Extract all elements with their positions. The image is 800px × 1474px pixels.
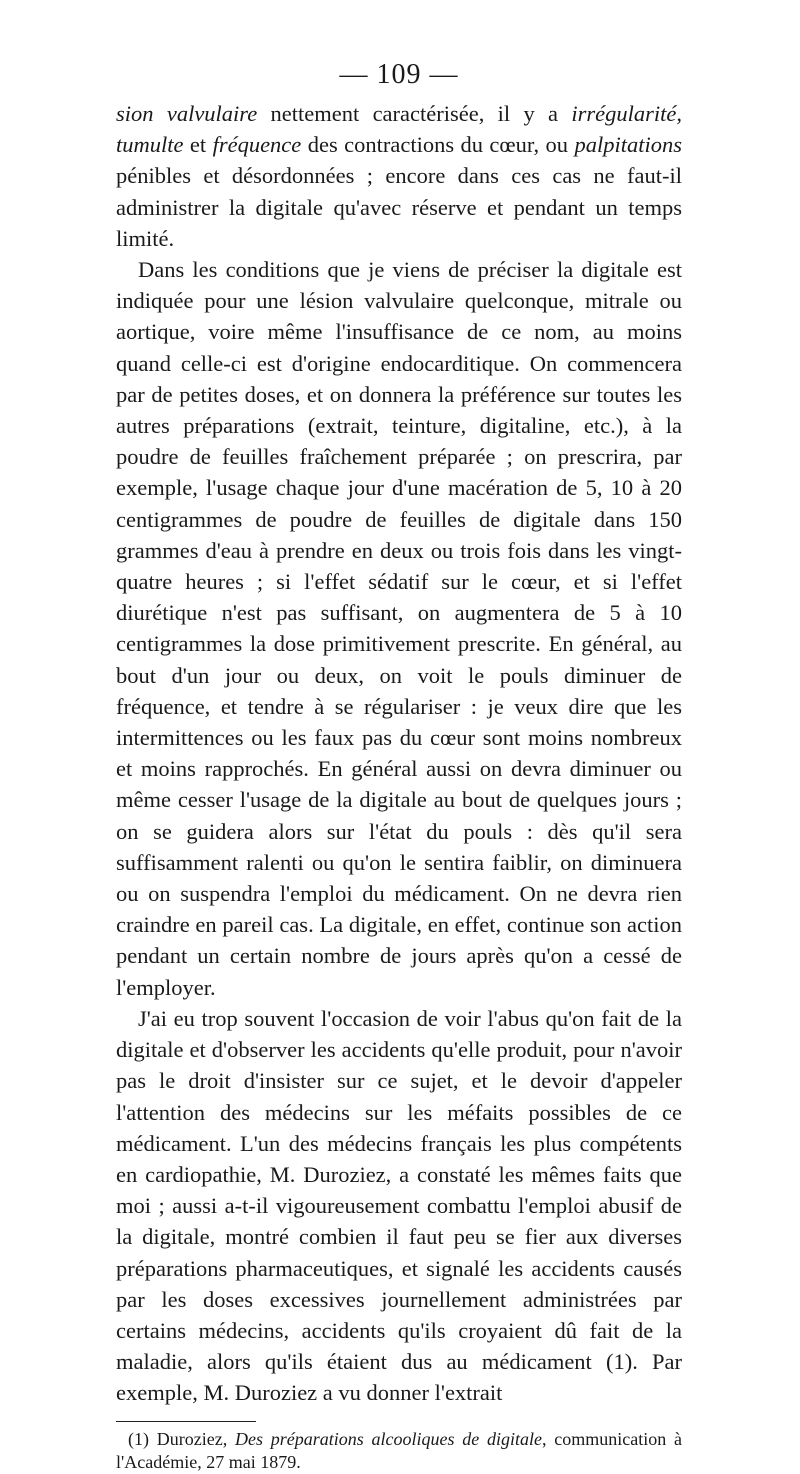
text-run: pénibles et désordonnées ; encore dans ces cas ne faut-il administrer la digitale qu'avec réserve et pendant un temps limité. bbox=[116, 163, 682, 251]
text-run: et bbox=[183, 132, 213, 158]
footnote-paragraph-1 bbox=[116, 1428, 682, 1474]
body-text bbox=[116, 98, 682, 1409]
italic-text: Des préparations alcooliques de digitale bbox=[234, 1428, 543, 1449]
text-run: Dans les conditions que je viens de préciser la digitale est indiquée pour une lésion valvulaire quelconque, mitrale ou aortique, voire même l'insuffisance de ce nom, au moins quand celle-ci est d'origine endocarditique. On commencera par de petites doses, et on donnera la préférence sur toutes les autres préparations (extrait, teinture, digitaline, etc.), à la poudre de feuilles fraîchement préparée ; on prescrira, par exemple, l'usage chaque jour d'une macération de 5, 10 à 20 centigrammes de poudre de feuilles de digitale dans 150 grammes d'eau à prendre en deux ou trois fois dans les vingt-quatre heures ; si l'effet sédatif sur le cœur, et si l'effet diurétique n'est pas suffisant, on augmentera de 5 à 10 centigrammes la dose primitivement prescrite. En général, au bout d'un jour ou deux, on voit le pouls diminuer de fréquence, et tendre à se régulariser : je veux dire que les intermittences ou les faux pas du cœur sont moins nombreux et moins rapprochés. En général aussi on devra diminuer ou même cesser l'usage de la digitale au bout de quelques jours ; on se guidera alors sur l'état du pouls : dès qu'il sera suffisamment ralenti ou qu'on le sentira faiblir, on diminuera ou on suspendra l'emploi du médicament. On ne devra rien craindre en pareil cas. La digitale, en effet, continue son action pendant un certain nombre de jours après qu'on a cessé de l'employer. bbox=[116, 257, 682, 1000]
italic-text: fréquence bbox=[212, 132, 302, 158]
italic-text: irrégularité, tumulte bbox=[116, 101, 682, 158]
text-run: des contractions du cœur, ou bbox=[301, 132, 575, 158]
footnote-rule bbox=[116, 1421, 256, 1422]
italic-text: palpitations bbox=[574, 132, 682, 158]
italic-text: sion valvulaire bbox=[116, 101, 258, 126]
paragraph-1 bbox=[116, 98, 682, 254]
page-number: — 109 — bbox=[339, 59, 459, 90]
text-run: J'ai eu trop souvent l'occasion de voir l'abus qu'on fait de la digitale et d'observer les accidents qu'elle produit, pour n'avoir pas le droit d'insister sur ce sujet, et le devoir d'appeler l'attention des médecins sur les méfaits possibles de ce médicament. L'un des médecins français les plus compétents en cardiopathie, M. Duroziez, a constaté les mêmes faits que moi ; aussi a-t-il vigoureusement combattu l'emploi abusif de la digitale, montré combien il faut peu se fier aux diverses préparations pharmaceutiques, et signalé les accidents causés par les doses excessives journellement administrées par certains médecins, accidents qu'ils croyaient dû fait de la maladie, alors qu'ils étaient dus au médicament (1). Par exemple, M. Duroziez a vu donner l'extrait bbox=[116, 1005, 682, 1406]
text-run: nettement caractérisée, il y a bbox=[257, 101, 572, 126]
paragraph-3 bbox=[116, 1003, 682, 1409]
text-run: (1) Duroziez, bbox=[128, 1428, 235, 1449]
text-run: , communication à l'Académie, 27 mai 1879. bbox=[116, 1428, 683, 1472]
paragraph-2 bbox=[116, 254, 682, 1003]
footnote bbox=[116, 1428, 682, 1474]
